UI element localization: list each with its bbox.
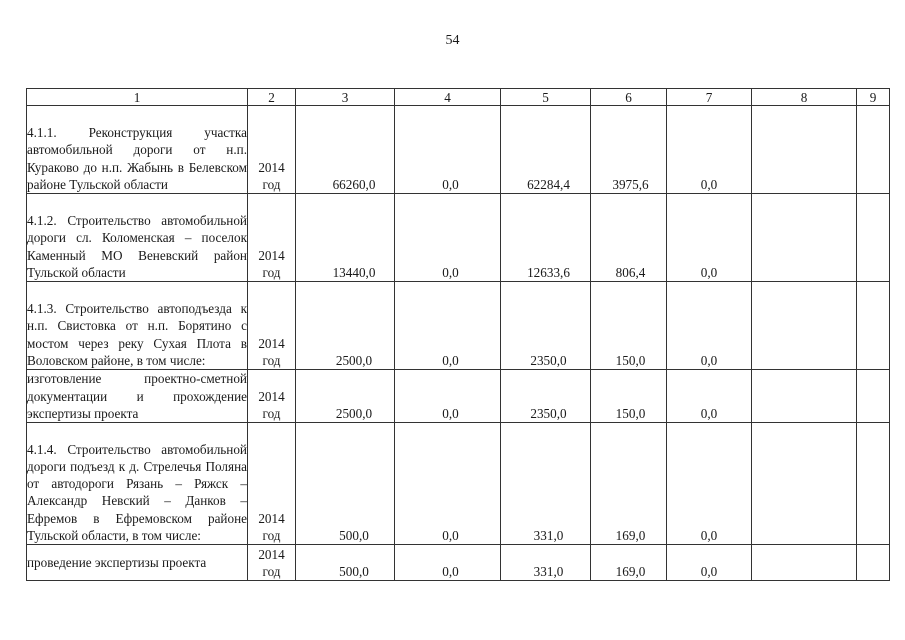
value-cell (501, 545, 591, 581)
value-cell (296, 370, 395, 423)
value-cell (752, 282, 857, 370)
value-cell (667, 423, 752, 545)
value-cell (857, 545, 890, 581)
value-cell (752, 194, 857, 282)
item-year: 2014 год (248, 282, 296, 370)
value-cell (296, 106, 395, 194)
table-row (27, 106, 890, 194)
item-name: 4.1.4. Строительство автомобильной дороги подъезд к д. Стрелечья Поляна от автодороги Рязань – Ряжск – Александр Невский – Данков – Ефремов в Ефремовском районе Тульской области, в том числе: (27, 423, 248, 545)
value-text: 0,0 (442, 264, 459, 280)
value-cell (395, 423, 501, 545)
header-cell: 6 (591, 89, 667, 106)
value-text: 0,0 (442, 176, 459, 192)
value-cell (591, 545, 667, 581)
header-cell: 8 (752, 89, 857, 106)
item-year: 2014 год (248, 106, 296, 194)
value-cell (591, 106, 667, 194)
value-cell (501, 282, 591, 370)
value-cell (296, 545, 395, 581)
value-text: 0,0 (700, 176, 718, 192)
value-cell (667, 370, 752, 423)
value-text: 0,0 (700, 527, 718, 543)
table-row (27, 370, 890, 423)
value-text: 2350,0 (530, 405, 567, 421)
page-number: 54 (445, 33, 460, 48)
value-text: 2500,0 (335, 405, 373, 421)
value-cell (857, 370, 890, 423)
value-text: 0,0 (442, 527, 459, 543)
value-text: 0,0 (700, 563, 718, 579)
header-cell: 3 (296, 89, 395, 106)
table-row (27, 282, 890, 370)
value-cell (591, 282, 667, 370)
table-row (27, 194, 890, 282)
value-text: 2350,0 (530, 352, 567, 368)
budget-table (26, 88, 890, 581)
item-year: 2014 год (248, 370, 296, 423)
value-cell (395, 545, 501, 581)
value-cell (857, 282, 890, 370)
value-cell (591, 423, 667, 545)
header-cell: 4 (395, 89, 501, 106)
value-cell (667, 282, 752, 370)
value-text: 169,0 (615, 527, 646, 543)
item-name: изготовление проектно-сметной документации и прохождение экспертизы проекта (27, 371, 247, 421)
value-text: 66260,0 (332, 176, 376, 192)
header-cell: 7 (667, 89, 752, 106)
header-cell: 2 (248, 89, 296, 106)
value-cell (501, 194, 591, 282)
table-row (27, 423, 890, 545)
value-text: 150,0 (615, 405, 646, 421)
value-cell (395, 106, 501, 194)
value-text: 0,0 (700, 405, 718, 421)
value-cell (667, 545, 752, 581)
value-text: 0,0 (442, 563, 459, 579)
item-name: проведение экспертизы проекта (27, 545, 248, 581)
value-cell (857, 194, 890, 282)
value-text: 169,0 (615, 563, 646, 579)
value-text: 0,0 (442, 352, 459, 368)
value-cell (395, 282, 501, 370)
item-year: 2014 год (248, 423, 296, 545)
value-text: 0,0 (442, 405, 459, 421)
header-cell: 5 (501, 89, 591, 106)
value-cell (296, 282, 395, 370)
item-name: 4.1.1. Реконструкция участка автомобильной дороги от н.п. Кураково до н.п. Жабынь в Белевском районе Тульской области (27, 106, 248, 194)
value-text: 500,0 (339, 563, 369, 579)
value-cell (501, 370, 591, 423)
value-cell (395, 194, 501, 282)
value-text: 331,0 (533, 527, 564, 543)
value-text: 0,0 (700, 264, 718, 280)
header-cell: 1 (27, 89, 248, 106)
value-cell (752, 106, 857, 194)
value-text: 13440,0 (332, 264, 376, 280)
value-text: 150,0 (615, 352, 646, 368)
value-cell (752, 545, 857, 581)
value-text: 331,0 (533, 563, 564, 579)
item-name: 4.1.3. Строительство автоподъезда к н.п. Свистовка от н.п. Борятино с мостом через реку Сухая Плота в Воловском районе, в том числе: (27, 282, 248, 370)
value-cell (501, 423, 591, 545)
item-name: 4.1.2. Строительство автомобильной дороги сл. Коломенская – поселок Каменный МО Веневский район Тульской области (27, 194, 248, 282)
value-text: 2500,0 (335, 352, 373, 368)
value-cell (667, 106, 752, 194)
value-text: 806,4 (615, 264, 646, 280)
value-cell (591, 194, 667, 282)
value-cell (857, 423, 890, 545)
value-text: 62284,4 (527, 176, 570, 192)
value-cell (667, 194, 752, 282)
table-row (27, 545, 890, 581)
item-year: 2014 год (248, 194, 296, 282)
value-cell (296, 194, 395, 282)
header-row (27, 89, 890, 106)
value-text: 500,0 (339, 527, 369, 543)
item-year: 2014 год (248, 545, 296, 581)
value-text: 12633,6 (527, 264, 570, 280)
header-cell: 9 (857, 89, 890, 106)
value-cell (296, 423, 395, 545)
value-cell (501, 106, 591, 194)
value-text: 3975,6 (612, 176, 649, 192)
value-text: 0,0 (700, 352, 718, 368)
value-cell (752, 423, 857, 545)
value-cell (857, 106, 890, 194)
value-cell (395, 370, 501, 423)
value-cell (752, 370, 857, 423)
value-cell (591, 370, 667, 423)
